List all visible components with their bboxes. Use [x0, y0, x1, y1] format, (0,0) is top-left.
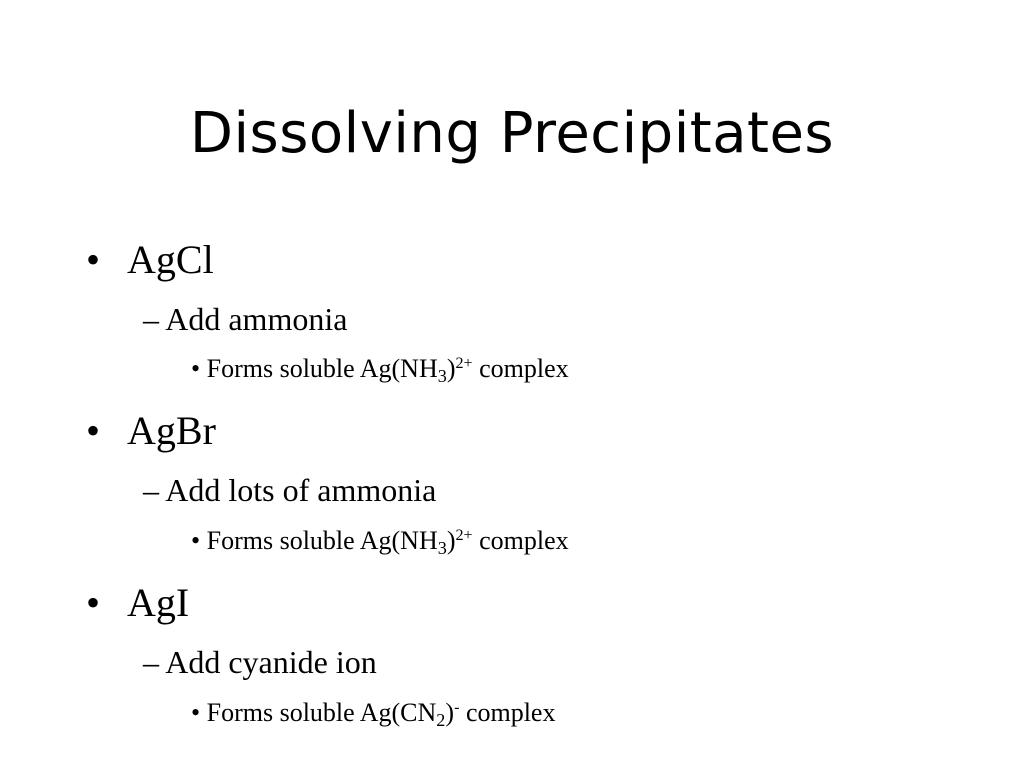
- detail-bullet-item: [191, 700, 555, 729]
- detail-text: [206, 698, 556, 731]
- sub-bullet-item: – Add cyanide ion: [143, 644, 377, 680]
- bullet-label: AgI: [127, 580, 190, 625]
- formula-close: ): [445, 698, 455, 727]
- bullet-item-agcl: [86, 237, 214, 282]
- formula-subscript: 3: [437, 538, 447, 559]
- detail-text: [206, 354, 569, 387]
- detail-prefix: Forms soluble Ag(CN: [206, 698, 437, 727]
- sub-bullet-item: – Add lots of ammonia: [143, 472, 437, 508]
- sub-bullet-item: – Add ammonia: [143, 301, 348, 337]
- bullet-label: AgBr: [127, 408, 216, 453]
- detail-suffix: complex: [472, 354, 569, 383]
- bullet-label: AgCl: [127, 237, 214, 282]
- detail-suffix: complex: [459, 698, 556, 727]
- formula-superscript: 2+: [455, 527, 473, 545]
- slide-title: Dissolving Precipitates: [189, 101, 835, 166]
- formula-subscript: 3: [437, 366, 447, 387]
- formula-close: ): [446, 526, 456, 555]
- bullet-icon: •: [86, 237, 101, 282]
- detail-text: [206, 526, 569, 559]
- bullet-item-agi: [86, 580, 190, 625]
- bullet-icon: •: [86, 408, 101, 453]
- bullet-item-agbr: [86, 408, 216, 453]
- formula-close: ): [446, 354, 456, 383]
- formula-superscript: 2+: [455, 355, 473, 373]
- detail-prefix: Forms soluble Ag(NH: [206, 526, 438, 555]
- detail-bullet-item: [191, 356, 569, 385]
- bullet-icon: •: [191, 526, 201, 555]
- bullet-icon: •: [86, 580, 101, 625]
- formula-superscript: -: [454, 699, 460, 717]
- bullet-icon: •: [191, 354, 201, 383]
- formula-subscript: 2: [436, 710, 446, 731]
- detail-prefix: Forms soluble Ag(NH: [206, 354, 438, 383]
- detail-bullet-item: [191, 528, 569, 557]
- bullet-icon: •: [191, 698, 201, 727]
- detail-suffix: complex: [472, 526, 569, 555]
